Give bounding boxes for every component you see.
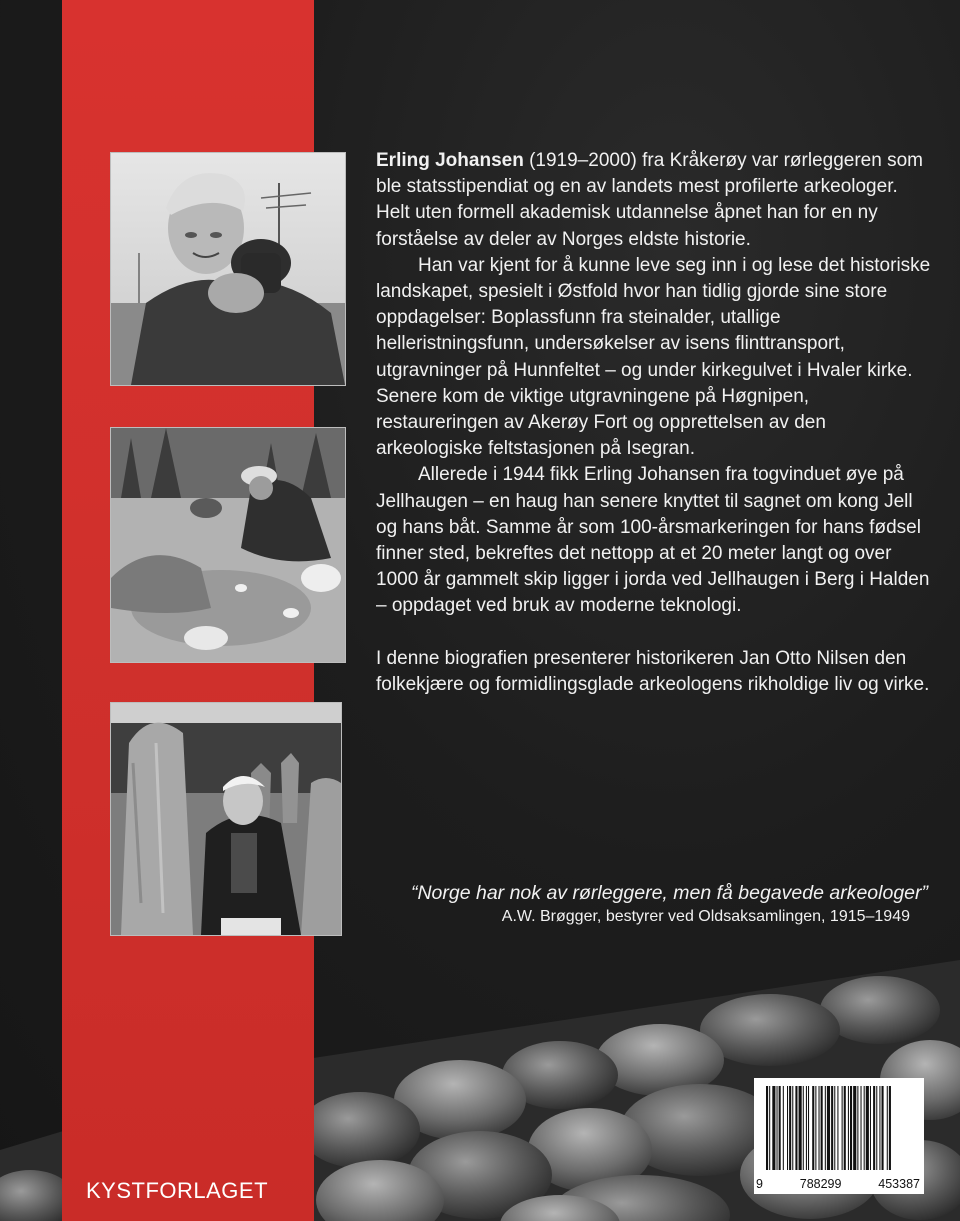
barcode-bars [754, 1078, 924, 1174]
barcode-bar [799, 1086, 802, 1170]
barcode-bar [882, 1086, 884, 1170]
photo-young-man-binoculars [110, 152, 346, 386]
publisher-name: KYSTFORLAGET [86, 1178, 269, 1203]
barcode-bar [876, 1086, 877, 1170]
barcode-bar [842, 1086, 843, 1170]
barcode-digits-right: 453387 [878, 1177, 920, 1191]
barcode-bar [789, 1086, 791, 1170]
barcode-bar [795, 1086, 797, 1170]
barcode-bar [879, 1086, 880, 1170]
barcode-bar [834, 1086, 835, 1170]
barcode-bar [769, 1086, 770, 1170]
barcode-bar [777, 1086, 778, 1170]
back-cover-blurb [376, 148, 936, 698]
barcode-bar [870, 1086, 871, 1170]
barcode-bar [861, 1086, 862, 1170]
barcode-bar [808, 1086, 809, 1170]
barcode-bar [772, 1086, 775, 1170]
barcode-bar [815, 1086, 816, 1170]
barcode-bar [792, 1086, 793, 1170]
blurb-paragraph-3: Allerede i 1944 fikk Erling Johansen fra togvinduet øye på Jellhaugen – en haug han senere knyttet til sagnet om kong Jell og hans båt. Samme år som 100-årsmarkeringen for hans fødsel finner sted, bekreftes det nettopp at et 20 meter langt og over 1000 år gammelt skip ligger i jorda ved Jellhaugen i Berg i Halden – oppdaget ved bruk av moderne teknologi. [376, 464, 930, 617]
barcode-bar [837, 1086, 838, 1170]
barcode-bar [821, 1086, 823, 1170]
barcode-bar [812, 1086, 814, 1170]
quote-source: A.W. Brøgger, bestyrer ved Oldsaksamlingen, 1915–1949 [501, 908, 910, 925]
barcode-bar [848, 1086, 849, 1170]
barcode-bar [825, 1086, 826, 1170]
barcode-bar [853, 1086, 856, 1170]
barcode-bar [889, 1086, 891, 1170]
barcode-bar [844, 1086, 846, 1170]
photo-excavation [110, 427, 346, 663]
barcode-bar [866, 1086, 869, 1170]
barcode-bar [827, 1086, 830, 1170]
isbn-barcode [754, 1078, 924, 1194]
barcode-bar [873, 1086, 875, 1170]
barcode-bar [831, 1086, 833, 1170]
barcode-bar [766, 1086, 768, 1170]
barcode-bar [783, 1086, 784, 1170]
blurb-paragraph-2: Han var kjent for å kunne leve seg inn i og lese det historiske landskapet, spesielt i Østfold hvor han tidlig gjorde sine store oppdagelser: Boplassfunn fra steinalder, utallige helleristningsfunn, undersøkelser av isens flinttransport, utgravninger på Hunnfeltet – og under kirkegulvet i Hvaler kirke. Senere kom de viktige utgravningene på Høgnipen, restaureringen av Akerøy Fort og opprettelsen av den arkeologiske feltstasjonen på Isegran. [376, 254, 931, 460]
quote-text: “Norge har nok av rørleggere, men få begavede arkeologer” [410, 882, 928, 904]
barcode-bar [779, 1086, 781, 1170]
barcode-bar [850, 1086, 852, 1170]
photo-man-standing-stones [110, 702, 342, 936]
barcode-digits-left: 788299 [799, 1177, 842, 1191]
barcode-bar [819, 1086, 820, 1170]
blurb-paragraph-1 [376, 148, 936, 253]
blurb-paragraph-4: I denne biografien presenterer historikeren Jan Otto Nilsen den folkekjære og formidlingsglade arkeologens rikholdige liv og virke. [376, 647, 930, 695]
subject-name: Erling Johansen [376, 150, 524, 171]
barcode-bar [803, 1086, 804, 1170]
barcode-digit-lead: 9 [756, 1177, 763, 1191]
barcode-bar [864, 1086, 865, 1170]
barcode-digits [754, 1177, 924, 1191]
barcode-bar [806, 1086, 807, 1170]
barcode-bar [857, 1086, 858, 1170]
blurb-paragraph-1-rest: (1919–2000) fra Kråkerøy var rørleggeren som ble statsstipendiat og en av landets mest profilerte arkeologer. Helt uten formell akademisk utdannelse åpnet han for en ny forståelse av deler av Norges eldste historie. [376, 150, 923, 250]
quote-block [380, 880, 928, 928]
barcode-bar [787, 1086, 788, 1170]
barcode-bar [887, 1086, 888, 1170]
